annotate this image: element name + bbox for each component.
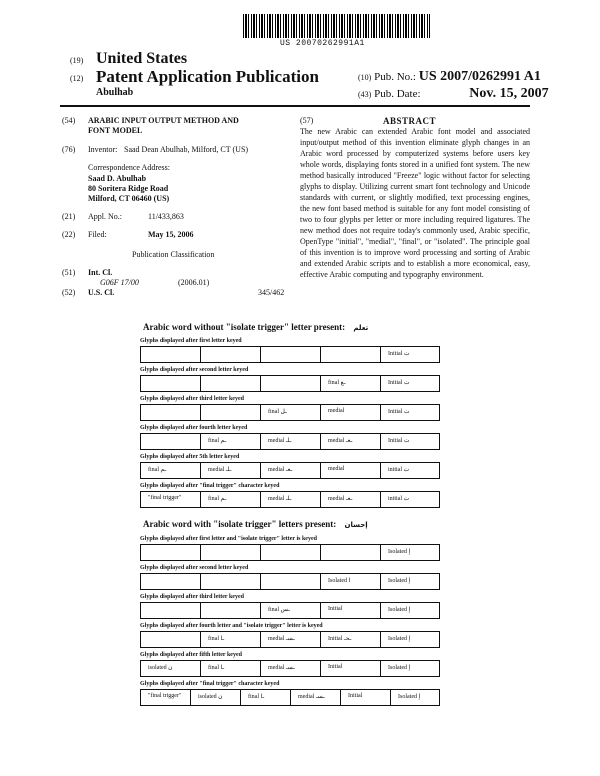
correspondence-label: Correspondence Address: bbox=[88, 163, 170, 172]
filed-code: (22) bbox=[62, 230, 76, 239]
figure1-cell-divider bbox=[200, 491, 201, 508]
figure1-cell-divider bbox=[200, 404, 201, 421]
uscl-value: 345/462 bbox=[258, 288, 285, 297]
inventor-label: Inventor: bbox=[88, 145, 118, 154]
figure1-glyph-cell: final ـم bbox=[208, 496, 227, 502]
figure2-cell-divider bbox=[380, 631, 381, 648]
figure1-glyph-cell: medial ـلـ bbox=[208, 467, 232, 473]
barcode-graphic bbox=[243, 14, 430, 38]
figure1-glyph-cell: Initial ت bbox=[388, 380, 410, 386]
figure1-cell-divider bbox=[380, 491, 381, 508]
figure2-cell-divider bbox=[190, 689, 191, 706]
figure1-cell-divider bbox=[380, 462, 381, 479]
figure1-cell-divider bbox=[200, 346, 201, 363]
figure2-title-text: Arabic word with "isolate trigger" letters present: bbox=[143, 519, 337, 529]
intcl-code: (51) bbox=[62, 268, 76, 277]
abstract-text: The new Arabic can extended Arabic font model and associated input/output method of this invention eliminate glyph changes in an Arabic word processed by computerized systems before users key whole words, displaying fonts stored in a unified font system. The new method basically introduced "Freeze" logic without factor for selecting glyphs to display. Utilizing current smart font technology and Unicode standards with current, or slightly modified, text processing engines, the new font based method is suitable for any font model consisting of two to four glyphs per letter or more including required ligatures. The new method does not require today's commonly used, Arabic specific, OpenType "initial", "medial", "final", or "isolated". The principle goal of this invention is to improve word processing and sorting of Arabic and extended Arabic scripts and to establish a more economical, easy, effective Arabic computing and typography environment. bbox=[300, 127, 530, 279]
filed-label: Filed: bbox=[88, 230, 107, 239]
figure2-glyph-cell: isolated ن bbox=[198, 694, 223, 700]
figure2-cell-divider bbox=[260, 544, 261, 561]
figure1-glyph-cell: medial ـعـ bbox=[328, 438, 353, 444]
correspondence-city: Milford, CT 06460 (US) bbox=[88, 194, 170, 203]
figure2-cell-divider bbox=[320, 631, 321, 648]
inventor-value: Saad Dean Abulhab, Milford, CT (US) bbox=[124, 145, 249, 154]
figure1-glyph-cell: medial ـلـ bbox=[268, 496, 292, 502]
figure2-glyph-cell: Initial ـحـ bbox=[328, 636, 352, 642]
figure2-cell-divider bbox=[380, 660, 381, 677]
figure1-glyph-cell: medial ـعـ bbox=[328, 496, 353, 502]
figure1-cell-divider bbox=[200, 375, 201, 392]
abstract-code: (57) bbox=[300, 116, 314, 125]
figure1-cell-divider bbox=[320, 346, 321, 363]
figure1-glyph-cell: Initial ت bbox=[388, 409, 410, 415]
figure2-glyph-cell: final ـا bbox=[248, 694, 265, 700]
classification-heading: Publication Classification bbox=[132, 250, 215, 259]
figure2-cell-divider bbox=[200, 660, 201, 677]
inventor-code: (76) bbox=[62, 145, 76, 154]
barcode-number: US 20070262991A1 bbox=[280, 39, 365, 48]
figure1-glyph-cell: "final trigger" bbox=[148, 495, 182, 501]
figure2-cell-divider bbox=[320, 660, 321, 677]
figure2-glyph-cell: Isolated إ bbox=[388, 549, 411, 555]
abstract-title: ABSTRACT bbox=[383, 116, 437, 126]
figure2-cell-divider bbox=[260, 631, 261, 648]
figure2-glyph-cell: medial ـسـ bbox=[298, 694, 325, 700]
figure1-glyph-cell: initial ت bbox=[388, 467, 410, 473]
figure1-row-label: Glyphs displayed after 5th letter keyed bbox=[140, 454, 240, 460]
figure2-cell-divider bbox=[390, 689, 391, 706]
pub-number-value: US 2007/0262991 A1 bbox=[418, 69, 541, 84]
figure2-cell-divider bbox=[380, 602, 381, 619]
filed-value: May 15, 2006 bbox=[148, 230, 194, 239]
title-line-1: ARABIC INPUT OUTPUT METHOD AND bbox=[88, 116, 239, 125]
code-19: (19) bbox=[70, 56, 84, 65]
figure2-glyph-cell: Isolated إ bbox=[388, 665, 411, 671]
figure1-row-label: Glyphs displayed after fourth letter keyed bbox=[140, 425, 248, 431]
figure2-title-glyph: إحسان bbox=[344, 521, 368, 529]
figure1-glyph-cell: medial bbox=[328, 408, 345, 414]
uscl-label: U.S. Cl. bbox=[88, 288, 115, 297]
figure1-glyph-cell: medial ـعـ bbox=[268, 467, 293, 473]
author-name: Abulhab bbox=[96, 87, 134, 98]
figure1-cell-divider bbox=[380, 375, 381, 392]
figure2-glyph-cell: final ـا bbox=[208, 665, 225, 671]
figure2-glyph-cell: Initial bbox=[348, 693, 363, 699]
intcl-year: (2006.01) bbox=[178, 278, 210, 287]
figure2-cell-divider bbox=[200, 631, 201, 648]
figure2-glyph-cell: medial ـسـ bbox=[268, 636, 295, 642]
figure1-cell-divider bbox=[260, 491, 261, 508]
figure2-cell-divider bbox=[380, 544, 381, 561]
figure1-row-label: Glyphs displayed after second letter keyed bbox=[140, 367, 249, 373]
figure2-row-label: Glyphs displayed after fourth letter and "isolate trigger" letter is keyed bbox=[140, 623, 323, 629]
appl-code: (21) bbox=[62, 212, 76, 221]
title-line-2: FONT MODEL bbox=[88, 126, 143, 135]
figure1-cell-divider bbox=[380, 404, 381, 421]
figure2-glyph-cell: Isolated إ bbox=[398, 694, 421, 700]
figure2-row-label: Glyphs displayed after "final trigger" character keyed bbox=[140, 681, 280, 687]
figure1-glyph-cell: final ـم bbox=[208, 438, 227, 444]
figure1-glyph-cell: medial bbox=[328, 466, 345, 472]
figure2-cell-divider bbox=[200, 602, 201, 619]
figure1-cell-divider bbox=[320, 404, 321, 421]
figure2-cell-divider bbox=[290, 689, 291, 706]
figure2-cell-divider bbox=[260, 660, 261, 677]
figure1-title bbox=[143, 322, 368, 332]
figure2-cell-divider bbox=[320, 573, 321, 590]
figure2-cell-divider bbox=[200, 573, 201, 590]
figure1-glyph-cell: initial ت bbox=[388, 496, 410, 502]
intcl-class: G06F 17/00 bbox=[100, 278, 139, 287]
figure2-glyph-cell: Initial bbox=[328, 606, 343, 612]
header-divider bbox=[60, 105, 530, 107]
figure2-row-label: Glyphs displayed after third letter keyed bbox=[140, 594, 244, 600]
publication-type: Patent Application Publication bbox=[96, 67, 319, 86]
figure2-cell-divider bbox=[260, 602, 261, 619]
figure1-title-text: Arabic word without "isolate trigger" letter present: bbox=[143, 322, 346, 332]
figure1-row-label: Glyphs displayed after first letter keyed bbox=[140, 338, 242, 344]
figure1-cell-divider bbox=[260, 346, 261, 363]
figure2-glyph-cell: final ـس bbox=[268, 607, 290, 613]
figure2-glyph-cell: Initial bbox=[328, 664, 343, 670]
correspondence-name: Saad D. Abulhab bbox=[88, 174, 147, 183]
figure1-cell-divider bbox=[260, 375, 261, 392]
figure2-title bbox=[143, 519, 368, 529]
figure2-cell-divider bbox=[260, 573, 261, 590]
uscl-code: (52) bbox=[62, 288, 76, 297]
figure2-cell-divider bbox=[240, 689, 241, 706]
intcl-label: Int. Cl. bbox=[88, 268, 113, 277]
figure1-glyph-cell: final ـع bbox=[328, 380, 346, 386]
figure2-glyph-cell: Isolated ا bbox=[328, 578, 351, 584]
pub-date bbox=[358, 86, 549, 102]
figure2-glyph-cell: Isolated إ bbox=[388, 636, 411, 642]
figure2-cell-divider bbox=[320, 602, 321, 619]
figure1-cell-divider bbox=[320, 462, 321, 479]
figure1-title-glyph: تعلم bbox=[353, 324, 369, 332]
figure1-cell-divider bbox=[200, 433, 201, 450]
figure2-cell-divider bbox=[320, 544, 321, 561]
country-heading: United States bbox=[96, 50, 188, 67]
figure2-glyph-cell: Isolated إ bbox=[388, 578, 411, 584]
figure1-glyph-cell: final ـل bbox=[268, 409, 287, 415]
pub-date-label: Pub. Date: bbox=[374, 88, 421, 100]
figure1-cell-divider bbox=[260, 462, 261, 479]
pub-number bbox=[358, 69, 541, 85]
figure1-row-label: Glyphs displayed after "final trigger" character keyed bbox=[140, 483, 280, 489]
figure2-row-label: Glyphs displayed after fifth letter keyed bbox=[140, 652, 242, 658]
figure2-cell-divider bbox=[380, 573, 381, 590]
figure2-row-label: Glyphs displayed after second letter keyed bbox=[140, 565, 249, 571]
figure1-cell-divider bbox=[320, 433, 321, 450]
figure1-cell-divider bbox=[200, 462, 201, 479]
figure1-glyph-cell: Initial ت bbox=[388, 351, 410, 357]
figure2-glyph-cell: Isolated إ bbox=[388, 607, 411, 613]
pub-date-value: Nov. 15, 2007 bbox=[469, 86, 549, 101]
figure1-cell-divider bbox=[380, 346, 381, 363]
figure2-glyph-cell: isolated ن bbox=[148, 665, 173, 671]
title-code: (54) bbox=[62, 116, 76, 125]
figure1-glyph-cell: medial ـلـ bbox=[268, 438, 292, 444]
figure1-cell-divider bbox=[320, 491, 321, 508]
figure1-cell-divider bbox=[380, 433, 381, 450]
figure2-cell-divider bbox=[340, 689, 341, 706]
figure1-row-label: Glyphs displayed after third letter keyed bbox=[140, 396, 244, 402]
code-10: (10) bbox=[358, 73, 372, 82]
figure1-glyph-cell: Initial ت bbox=[388, 438, 410, 444]
appl-value: 11/433,863 bbox=[148, 212, 184, 221]
figure1-cell-divider bbox=[260, 404, 261, 421]
figure2-row-label: Glyphs displayed after first letter and "isolate trigger" letter is keyed bbox=[140, 536, 317, 542]
correspondence-street: 80 Soritera Ridge Road bbox=[88, 184, 169, 193]
pub-number-label: Pub. No.: bbox=[374, 71, 416, 83]
figure1-glyph-cell: final ـم bbox=[148, 467, 167, 473]
appl-label: Appl. No.: bbox=[88, 212, 122, 221]
figure2-cell-divider bbox=[200, 544, 201, 561]
figure2-glyph-cell: final ـا bbox=[208, 636, 225, 642]
figure2-glyph-cell: "final trigger" bbox=[148, 693, 182, 699]
figure1-cell-divider bbox=[260, 433, 261, 450]
code-12: (12) bbox=[70, 74, 84, 83]
figure2-glyph-cell: medial ـسـ bbox=[268, 665, 295, 671]
code-43: (43) bbox=[358, 90, 372, 99]
figure1-cell-divider bbox=[320, 375, 321, 392]
